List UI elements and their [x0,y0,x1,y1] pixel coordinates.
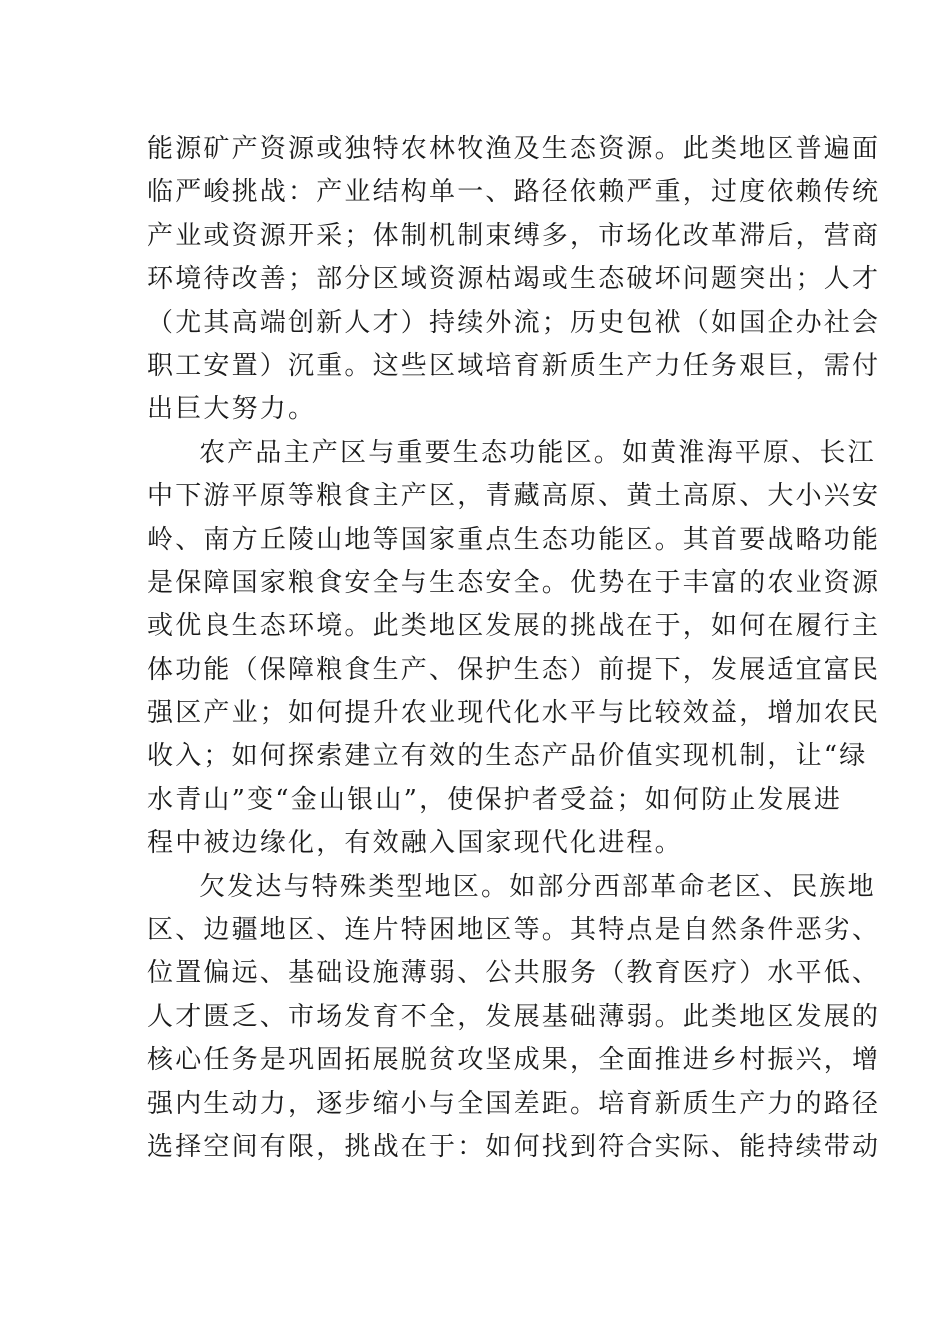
text-line: 人才匮乏、市场发育不全，发展基础薄弱。此类地区发展的 [147,1001,881,1032]
body-text [147,128,881,1169]
text-line: 位置偏远、基础设施薄弱、公共服务（教育医疗）水平低、 [147,958,881,989]
text-line: 环境待改善；部分区域资源枯竭或生态破坏问题突出；人才 [147,264,881,295]
text-line: 收入；如何探索建立有效的生态产品价值实现机制，让“绿 [147,741,868,772]
text-line: 职工安置）沉重。这些区域培育新质生产力任务艰巨，需付 [147,350,881,381]
text-line: 水青山”变“金山银山”，使保护者受益；如何防止发展进 [147,784,843,815]
text-line: 临严峻挑战：产业结构单一、路径依赖严重，过度依赖传统 [147,177,881,208]
text-line: 出巨大努力。 [147,394,317,425]
text-line: 程中被边缘化，有效融入国家现代化进程。 [147,828,683,859]
text-line: 是保障国家粮食安全与生态安全。优势在于丰富的农业资源 [147,567,881,598]
text-line: 强内生动力，逐步缩小与全国差距。培育新质生产力的路径 [147,1088,881,1119]
text-line: 强区产业；如何提升农业现代化水平与比较效益，增加农民 [147,698,881,729]
text-line: 产业或资源开采；体制机制束缚多，市场化改革滞后，营商 [147,220,881,251]
text-line: 农产品主产区与重要生态功能区。如黄淮海平原、长江 [199,437,876,468]
text-line: 或优良生态环境。此类地区发展的挑战在于，如何在履行主 [147,611,881,642]
text-line: 区、边疆地区、连片特困地区等。其特点是自然条件恶劣、 [147,915,881,946]
text-line: 核心任务是巩固拓展脱贫攻坚成果，全面推进乡村振兴，增 [147,1045,881,1076]
text-line: （尤其高端创新人才）持续外流；历史包袱（如国企办社会 [147,307,881,338]
text-line: 欠发达与特殊类型地区。如部分西部革命老区、民族地 [199,871,876,902]
text-line: 中下游平原等粮食主产区，青藏高原、黄土高原、大小兴安 [147,481,881,512]
text-line: 选择空间有限，挑战在于：如何找到符合实际、能持续带动 [147,1131,881,1162]
text-line: 体功能（保障粮食生产、保护生态）前提下，发展适宜富民 [147,654,881,685]
text-line: 岭、南方丘陵山地等国家重点生态功能区。其首要战略功能 [147,524,881,555]
text-line: 能源矿产资源或独特农林牧渔及生态资源。此类地区普遍面 [147,134,881,164]
